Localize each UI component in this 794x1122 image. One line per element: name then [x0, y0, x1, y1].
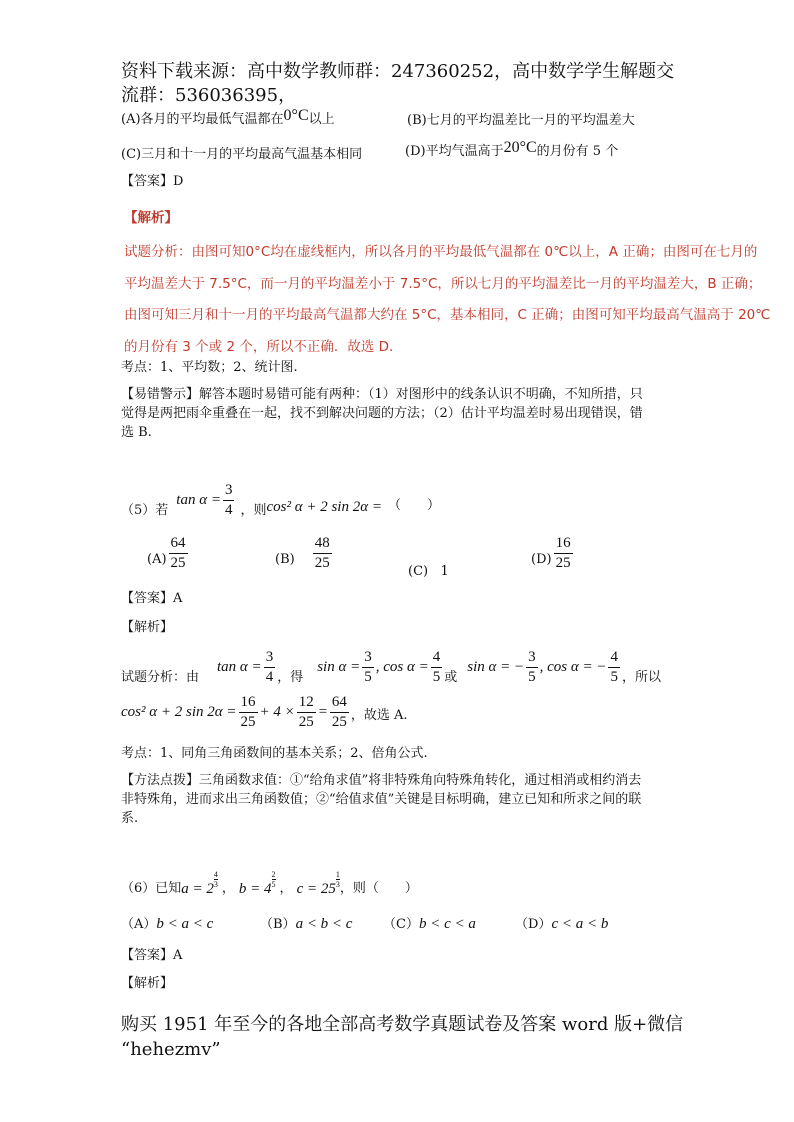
q4-option-d: (D)平均气温高于20°C的月份有 5 个 — [405, 139, 619, 159]
q4-option-c: (C)三月和十一月的平均最高气温基本相同 — [121, 147, 363, 162]
q6-option-d: （D）c < a < b — [515, 916, 609, 932]
q4-warning-line-1: 【易错警示】解答本题时易错可能有两种：（1）对图形中的线条认识不明确，不知所措，只 — [121, 387, 643, 402]
q6-option-c: （C）b < c < a — [383, 916, 476, 932]
q4-analysis-line-3: 由图可知三月和十一月的平均最高气温都大约在 5°C，基本相同，C 正确；由图可知平均最高气温高于 20℃ — [124, 307, 771, 323]
footer-line-1: 购买 1951 年至今的各地全部高考数学真题试卷及答案 word 版+微信 — [121, 1014, 684, 1035]
q5-method-line-3: 系. — [121, 811, 139, 826]
q5-method-line-1: 【方法点拨】三角函数求值：①“给角求值”将非特殊角向特殊角转化，通过相消或相约消去 — [121, 773, 642, 788]
q5-stem: （5）若 tan α = $\frac{3}{4}$ ，则 cos² α + 2 sin 2α = （ ） — [121, 481, 440, 518]
q4-analysis-line-1: 试题分析：由图可知0°C均在虚线框内，所以各月的平均最低气温都在 0℃以上，A 正确；由图可在七月的 — [124, 244, 758, 260]
q5-option-d: (D) $\frac{16}{25}$ — [531, 535, 571, 571]
q4-analysis-line-2: 平均温差大于 7.5°C，而一月的平均温差小于 7.5°C，所以七月的平均温差比一月的平均温差大，B 正确； — [124, 276, 762, 292]
q4-option-a: (A)各月的平均最低气温都在0°C以上 — [121, 107, 335, 127]
q4-kaodian: 考点：1、平均数；2、统计图. — [121, 360, 298, 375]
q4-answer: 【答案】D — [121, 174, 184, 189]
q4-warning-line-2: 觉得是两把雨伞重叠在一起，找不到解决问题的方法；（2）估计平均温差时易出现错误，错 — [121, 406, 643, 421]
q5-method-line-2: 非特殊角，进而求出三角函数值；②“给值求值”关键是目标明确，建立已知和所求之间的联 — [121, 792, 642, 807]
q4-analysis-line-4: 的月份有 3 个或 2 个，所以不正确．故选 D． — [124, 339, 403, 355]
q6-answer: 【答案】A — [121, 948, 183, 963]
q5-answer: 【答案】A — [121, 591, 183, 606]
q6-option-b: （B）a < b < c — [260, 916, 353, 932]
q5-solution-line-1: 试题分析：由 tan α = $\frac{3}{4}$ ，得 sin α = $\frac{3}{5}$ , cos α = $\frac{4}{5}$ 或 sin α = − $\frac{3}{5}$ , cos α = − $\frac{4}{5}$ ，所以 — [121, 648, 661, 685]
q4-analysis-heading: 【解析】 — [124, 210, 178, 226]
q5-solution-line-2: cos² α + 2 sin 2α = $\frac{16}{25}$ + 4 × $\frac{12}{25}$ = $\frac{64}{25}$ ，故选 A. — [121, 693, 408, 730]
header-line-2: 流群：536036395， — [121, 85, 297, 106]
q5-option-a: (A) $\frac{64}{25}$ — [147, 535, 186, 571]
q6-analysis-heading: 【解析】 — [121, 976, 174, 991]
header-line-1: 资料下载来源：高中数学教师群：247360252，高中数学学生解题交 — [121, 61, 675, 82]
q4-warning-line-3: 选 B. — [121, 425, 152, 440]
q6-option-a: （A）b < a < c — [121, 916, 214, 932]
q5-kaodian: 考点：1、同角三角函数间的基本关系；2、倍角公式. — [121, 746, 428, 761]
q5-option-c: (C) 1 — [408, 564, 449, 579]
q4-option-b: (B)七月的平均温差比一月的平均温差大 — [407, 113, 635, 128]
q5-option-b: (B) $\frac{48}{25}$ — [275, 535, 330, 571]
footer-line-2: “hehezmv” — [121, 1039, 221, 1060]
q5-analysis-heading: 【解析】 — [121, 620, 174, 635]
q6-stem: （6）已知 a = 2 4 3 ， b = 4 2 5 ， c = 25 1 3 ，则（ ） — [121, 870, 418, 897]
